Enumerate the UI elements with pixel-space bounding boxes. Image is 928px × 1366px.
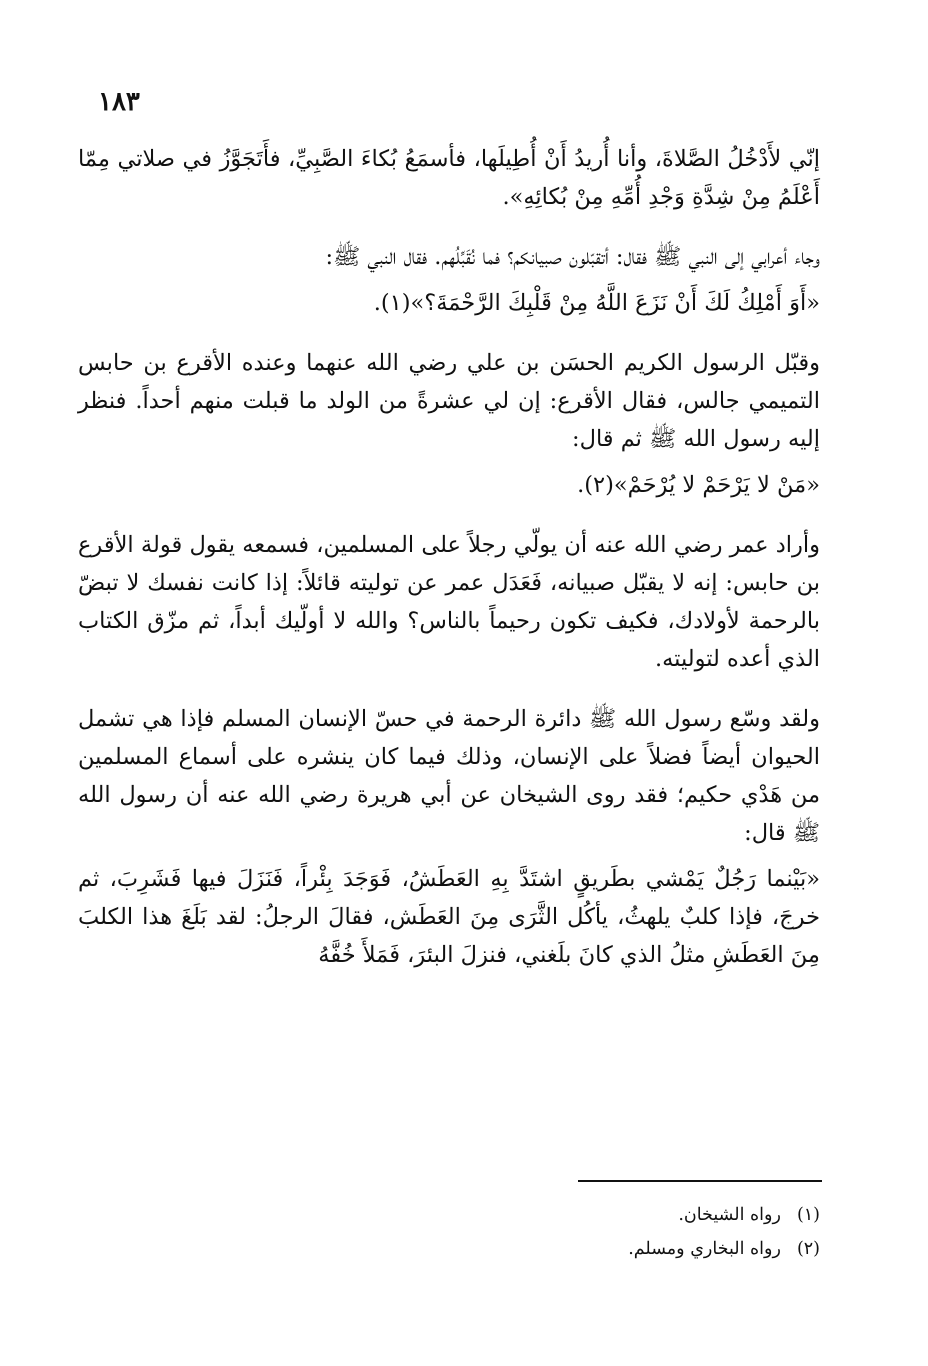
paragraph: وأراد عمر رضي الله عنه أن يولّي رجلاً على المسلمين، فسمعه يقول قولة الأقرع بن حابس: إنه لا يقبّل صبيانه، فَعَدَل عمر عن توليته قائلاً: إذا كانت نفسك لا تبضّ بالرحمة لأولادك، فكيف تكون رحيماً بالناس؟ والله لا أولّيك أبداً، ثم مزّق الكتاب الذي أعده لتوليته.: [78, 532, 820, 672]
body-text: [78, 140, 820, 996]
hadith-quote: «مَنْ لا يَرْحَمْ لا يُرْحَمْ»(٢).: [577, 472, 820, 498]
page-number: ١٨٣: [98, 87, 140, 117]
hadith-quote: «أَوَ أَمْلِكُ لَكَ أَنْ نَزَعَ اللَّهُ مِنْ قَلْبِكَ الرَّحْمَةَ؟»(١).: [373, 290, 820, 316]
hadith-quote: «بَيْنما رَجُلٌ يَمْشي بطَريقٍ اشتَدَّ بِهِ العَطَشُ، فَوَجَدَ بِئْراً، فَنَزَلَ فيها فَشَرِبَ، ثم خرجَ، فإذا كلبٌ يلهثُ، يأكُل الثَّرَى مِنَ العَطَش، فقالَ الرجلُ: لقد بَلَغَ هذا الكلبَ مِنَ العَطَشِ مثلُ الذي كانَ بلَغني، فنزلَ البئرَ، فَمَلأَ خُفَّهُ: [78, 866, 820, 968]
footnote: [320, 1232, 820, 1266]
paragraph: ولقد وسّع رسول الله ﷺ دائرة الرحمة في حسّ الإنسان المسلم فإذا هي تشمل الحيوان أيضاً فضلاً على الإنسان، وذلك فيما كان ينشره على أسماع المسلمين من هَدْي حكيم؛ فقد روى الشيخان عن أبي هريرة رضي الله عنه أن رسول الله ﷺ قال:: [78, 706, 820, 846]
paragraph: وقبّل الرسول الكريم الحسَن بن علي رضي الله عنهما وعنده الأقرع بن حابس التميمي جالس، فقال الأقرع: إن لي عشرةً من الولد ما قبلت منهم أحداً. فنظر إليه رسول الله ﷺ ثم قال:: [78, 350, 820, 452]
footnote-text: رواه الشيخان.: [678, 1205, 781, 1225]
paragraph: إنّي لأَدْخُلُ الصَّلاةَ، وأنا أُريدُ أَنْ أُطِيلَها، فأسمَعُ بُكاءَ الصَّبِيِّ، فأَتَجَوَّزُ في صلاتي مِمّا أَعْلَمُ مِنْ شِدَّةِ وَجْدِ أُمِّهِ مِنْ بُكائِهِ».: [78, 146, 820, 210]
footnote-number: (٢): [796, 1239, 820, 1259]
footnote-number: (١): [796, 1205, 820, 1225]
footnote: [320, 1198, 820, 1232]
footnotes: [320, 1198, 820, 1266]
paragraph: وجاء أعرابي إلى النبي ﷺ فقال: أتقبّلون صبيانكم؟ فما نُقَبِّلُهم. فقال النبي ﷺ:: [325, 244, 820, 270]
footnote-divider: [578, 1180, 822, 1182]
footnote-text: رواه البخاري ومسلم.: [628, 1239, 781, 1259]
